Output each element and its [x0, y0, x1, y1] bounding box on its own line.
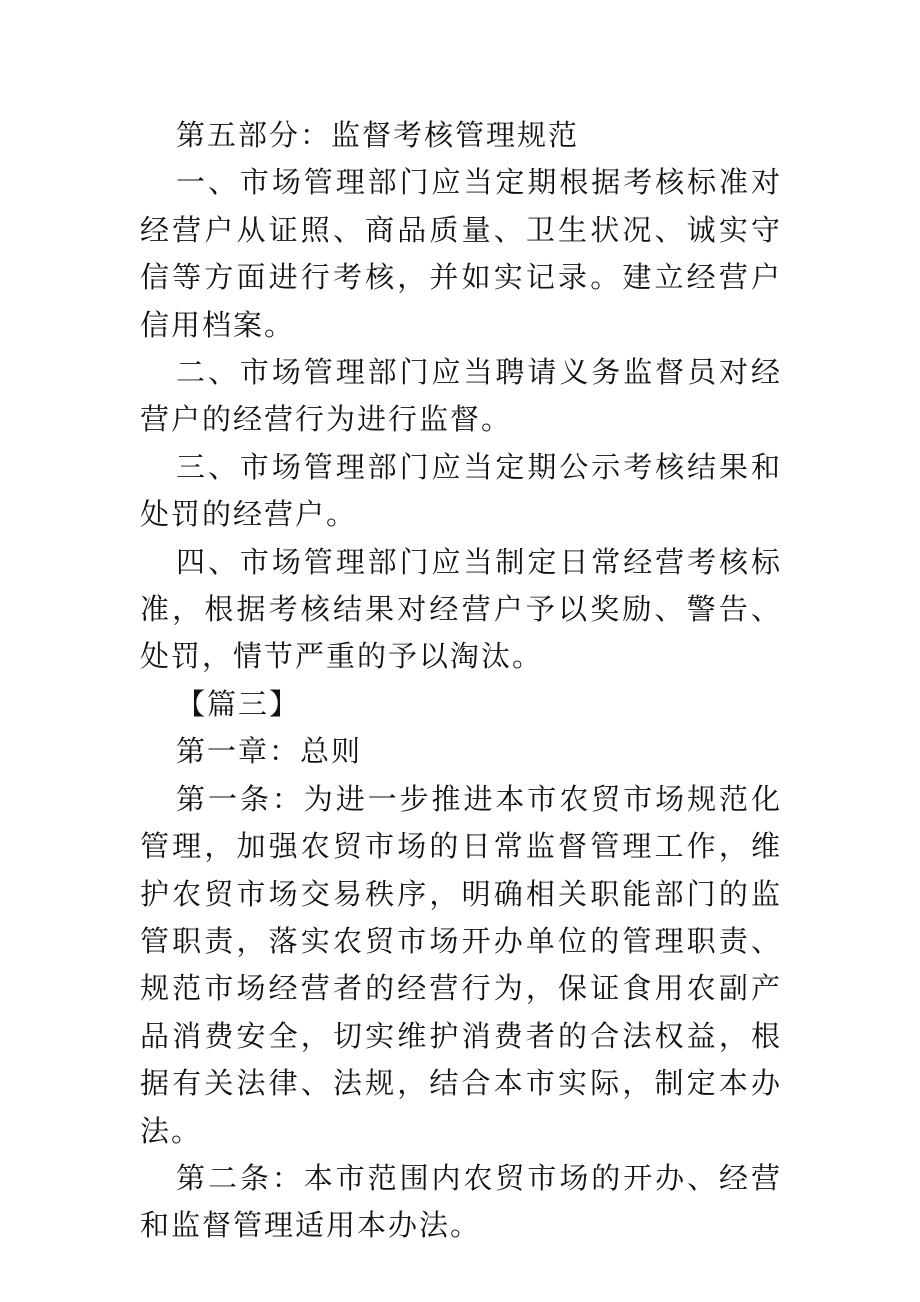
section-heading: 第五部分：监督考核管理规范 — [176, 118, 580, 152]
chapter-marker: 【篇三】 — [176, 686, 301, 721]
chapter-heading: 第一章：总则 — [176, 734, 363, 769]
paragraph: 第一条：为进一步推进本市农贸市场规范化管理，加强农贸市场的日常监督管理工作，维护农贸市场交易秩序，明确相关职能部门的监管职责，落实农贸市场开办单位的管理职责、规范市场经营者的经营行为，保证食用农副产品消费安全，切实维护消费者的合法权益，根据有关法律、法规，结合本市实际，制定本办法。 — [140, 781, 782, 1148]
paragraph: 四、市场管理部门应当制定日常经营考核标准，根据考核结果对经营户予以奖励、警告、处罚，情节严重的予以淘汰。 — [140, 544, 782, 674]
paragraph: 三、市场管理部门应当定期公示考核结果和处罚的经营户。 — [140, 449, 782, 532]
paragraph: 第二条：本市范围内农贸市场的开办、经营和监督管理适用本办法。 — [140, 1160, 782, 1243]
paragraph: 二、市场管理部门应当聘请义务监督员对经营户的经营行为进行监督。 — [140, 355, 782, 437]
paragraph: 一、市场管理部门应当定期根据考核标准对经营户从证照、商品质量、卫生状况、诚实守信等方面进行考核，并如实记录。建立经营户信用档案。 — [140, 165, 782, 342]
document-body — [140, 112, 782, 1250]
